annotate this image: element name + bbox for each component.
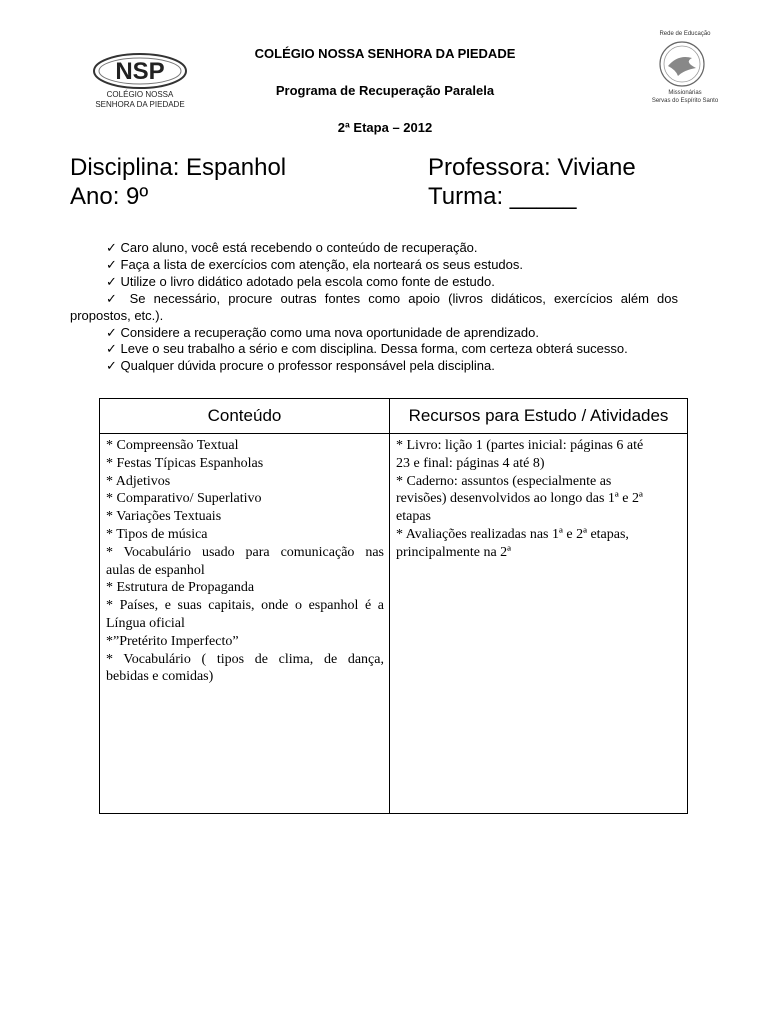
recursos-item: 23 e final: páginas 4 até 8) bbox=[396, 455, 545, 471]
conteudo-item: * Festas Típicas Espanholas bbox=[106, 455, 264, 471]
conteudo-item: * Vocabulário usado para comunicação nas bbox=[106, 544, 384, 560]
stage-title: 2ª Etapa – 2012 bbox=[337, 120, 433, 135]
conteudo-item: * Tipos de música bbox=[106, 526, 208, 542]
conteudo-item: aulas de espanhol bbox=[106, 562, 205, 578]
conteudo-item: * Compreensão Textual bbox=[106, 438, 239, 453]
instruction-item: ✓ Qualquer dúvida procure o professor responsável pela disciplina. bbox=[106, 358, 495, 374]
conteudo-item: bebidas e comidas) bbox=[106, 669, 214, 685]
network-line1-text: Missionárias bbox=[668, 90, 702, 96]
recursos-item: * Livro: lição 1 (partes inicial: páginas 6 até bbox=[396, 438, 644, 453]
instruction-item: ✓ Caro aluno, você está recebendo o conteúdo de recuperação. bbox=[106, 240, 478, 255]
network-top-text: Rede de Educação bbox=[659, 31, 711, 37]
school-name: COLÉGIO NOSSA SENHORA DA PIEDADE bbox=[254, 46, 516, 61]
class-label: Turma: _____ bbox=[428, 183, 577, 210]
conteudo-item: * Adjetivos bbox=[106, 473, 171, 489]
instruction-item: ✓ Se necessário, procure outras fontes como apoio (livros didáticos, exercícios além dos bbox=[106, 290, 678, 306]
discipline-label: Disciplina: Espanhol bbox=[70, 154, 287, 181]
instructions-list bbox=[70, 240, 678, 375]
conteudo-item: * Estrutura de Propaganda bbox=[106, 580, 255, 596]
logo-line1-text: COLÉGIO NOSSA bbox=[106, 90, 174, 99]
recursos-item: revisões) desenvolvidos ao longo das 1ª e 2ª bbox=[396, 491, 643, 507]
year-label: Ano: 9º bbox=[70, 183, 149, 210]
network-line2-text: Servas do Espírito Santo bbox=[651, 98, 719, 104]
header-recursos: Recursos para Estudo / Atividades bbox=[390, 399, 688, 434]
conteudo-item: * Vocabulário ( tipos de clima, de dança, bbox=[106, 651, 384, 667]
content-table bbox=[99, 398, 688, 814]
instruction-item: ✓ Utilize o livro didático adotado pela escola como fonte de estudo. bbox=[106, 273, 495, 289]
instruction-item: ✓ Faça a lista de exercícios com atenção, ela norteará os seus estudos. bbox=[106, 256, 523, 272]
conteudo-item: * Comparativo/ Superlativo bbox=[106, 491, 262, 507]
conteudo-cell bbox=[100, 434, 390, 814]
logo-line2-text: SENHORA DA PIEDADE bbox=[95, 100, 185, 109]
conteudo-item: *”Pretérito Imperfecto” bbox=[106, 633, 239, 649]
recursos-cell bbox=[390, 434, 688, 814]
instruction-item: ✓ Leve o seu trabalho a sério e com disciplina. Dessa forma, com certeza obterá sucesso. bbox=[106, 341, 628, 357]
program-title: Programa de Recuperação Paralela bbox=[275, 83, 495, 98]
teacher-label: Professora: Viviane bbox=[428, 154, 636, 181]
recursos-item: * Avaliações realizadas nas 1ª e 2ª etapas, bbox=[396, 526, 629, 542]
instruction-item-continuation: propostos, etc.). bbox=[70, 307, 164, 323]
header-conteudo: Conteúdo bbox=[100, 399, 390, 434]
instruction-item: ✓ Considere a recuperação como uma nova oportunidade de aprendizado. bbox=[106, 324, 539, 340]
recursos-item: etapas bbox=[396, 509, 431, 525]
logo-mark-text: NSP bbox=[115, 58, 165, 85]
recursos-item: principalmente na 2ª bbox=[396, 544, 512, 560]
recursos-item: * Caderno: assuntos (especialmente as bbox=[396, 473, 612, 489]
conteudo-item: Língua oficial bbox=[106, 615, 185, 631]
conteudo-item: * Países, e suas capitais, onde o espanhol é a bbox=[106, 598, 384, 614]
conteudo-item: * Variações Textuais bbox=[106, 509, 222, 525]
